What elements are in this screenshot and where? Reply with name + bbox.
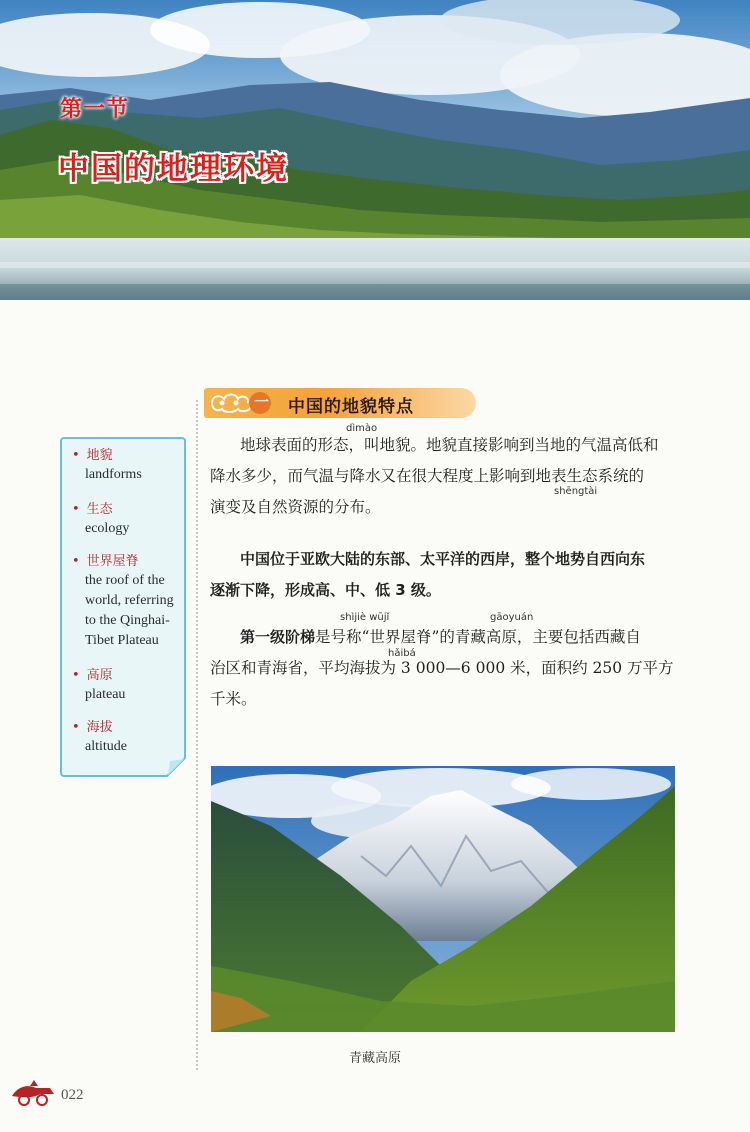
- paragraph-line: 逐渐下降，形成高、中、低 3 级。: [210, 581, 441, 599]
- pinyin-dimao: dìmào: [346, 423, 378, 434]
- vocab-term-en: landforms: [85, 467, 142, 482]
- vocab-term-zh: • 世界屋脊: [72, 553, 174, 571]
- pinyin-haiba: hǎibá: [388, 648, 416, 659]
- vocab-term-en: altitude: [85, 739, 127, 754]
- vocab-item-landforms: [72, 447, 142, 485]
- paragraph-line: [210, 622, 680, 653]
- vocabulary-box: [60, 437, 186, 777]
- vocab-item-altitude: [72, 719, 127, 757]
- subsection-title: 中国的地貌特点: [288, 397, 414, 417]
- photo-caption: 青藏高原: [348, 1051, 401, 1066]
- section-title: 中国的地理环境: [58, 151, 289, 187]
- paragraph-line: 治区和青海省，平均海拔为 3 000—6 000 米，面积约 250 万平方: [210, 659, 674, 677]
- vocab-term-en: world, referring: [85, 593, 174, 608]
- vocab-item-ecology: [72, 501, 129, 539]
- paragraph-line: 地球表面的形态，叫地貌。地貌直接影响到当地的气温高低和: [240, 436, 659, 454]
- pinyin-shijiewuji: shìjiè wūjǐ: [340, 612, 390, 623]
- qinghai-tibet-plateau-photo: [211, 766, 675, 1032]
- vocab-term-zh: • 地貌: [72, 447, 142, 465]
- paragraph-line: 降水多少，而气温与降水又在很大程度上影响到地表生态系统的: [210, 467, 645, 485]
- pinyin-gaoyuan: gāoyuán: [490, 612, 534, 623]
- chapter-banner: [0, 0, 750, 300]
- paragraph-first-step: [210, 622, 680, 715]
- subsection-heading: [204, 388, 476, 418]
- mountain-landscape-image: [211, 766, 675, 1032]
- vocab-term-zh: • 生态: [72, 501, 129, 519]
- vocab-term-zh: • 高原: [72, 667, 125, 685]
- paragraph-line: 中国位于亚欧大陆的东部、太平洋的西岸，整个地势自西向东: [240, 550, 646, 568]
- page-fold-icon: [166, 757, 186, 777]
- vocab-term-en: to the Qinghai-: [85, 613, 170, 628]
- vocab-term-en: ecology: [85, 521, 130, 536]
- paragraph-china-terrain: [210, 544, 680, 606]
- vocab-item-roof-of-world: [72, 553, 174, 651]
- section-label: 第一节: [60, 97, 130, 122]
- vocab-term-en: plateau: [85, 687, 126, 702]
- vocab-term-zh: • 海拔: [72, 719, 127, 737]
- first-step-term: 第一级阶梯: [240, 628, 316, 646]
- pinyin-shengtai: shēngtài: [554, 486, 598, 497]
- paragraph-line: 千米。: [210, 690, 257, 708]
- vocab-term-en: the roof of the: [85, 573, 165, 588]
- subsection-number: 一: [254, 393, 270, 411]
- vocab-term-en: Tibet Plateau: [85, 633, 159, 648]
- paragraph-line: 演变及自然资源的分布。: [210, 498, 381, 516]
- vocab-item-plateau: [72, 667, 125, 705]
- page-number: 022: [61, 1087, 84, 1103]
- dotted-divider: [196, 400, 198, 1070]
- paragraph-landforms: [210, 430, 680, 523]
- chariot-emblem-icon: [10, 1080, 56, 1106]
- first-step-rest: 是号称“世界屋脊”的青藏高原，主要包括西藏自: [315, 628, 641, 646]
